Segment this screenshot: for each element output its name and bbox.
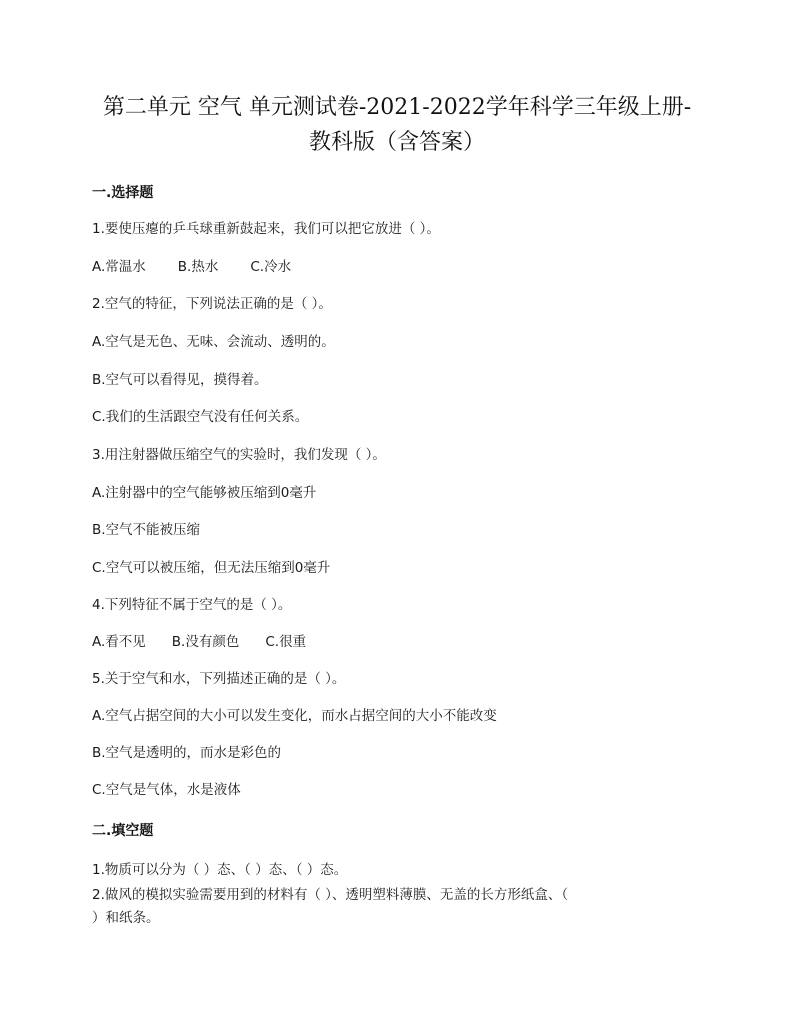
- question-1-option-a: A.常温水: [92, 259, 146, 275]
- fill-question-2-line-1: 2.做风的模拟实验需要用到的材料有（ ）、透明塑料薄膜、无盖的长方形纸盒、（: [92, 887, 569, 903]
- question-2-option-c: C.我们的生活跟空气没有任何关系。: [92, 409, 309, 425]
- question-4-option-a: A.看不见: [92, 634, 146, 650]
- page-title-line-2: 教科版（含答案）: [308, 130, 485, 155]
- question-2-option-b: B.空气可以看得见，摸得着。: [92, 372, 268, 388]
- question-2-option-a: A.空气是无色、无味、会流动、透明的。: [92, 334, 335, 350]
- question-3-option-a: A.注射器中的空气能够被压缩到0毫升: [92, 485, 317, 501]
- question-5-stem: 5.关于空气和水，下列描述正确的是（ ）。: [92, 671, 346, 687]
- question-4-option-c: C.很重: [265, 634, 307, 650]
- question-1-stem: 1.要使压瘪的乒乓球重新鼓起来，我们可以把它放进（ ）。: [92, 221, 440, 237]
- question-5-option-a: A.空气占据空间的大小可以发生变化，而水占据空间的大小不能改变: [92, 708, 497, 724]
- section-heading-fill: 二.填空题: [92, 823, 154, 839]
- question-4-options: [92, 632, 306, 652]
- question-1-option-c: C.冷水: [250, 259, 292, 275]
- question-2-stem: 2.空气的特征，下列说法正确的是（ ）。: [92, 296, 332, 312]
- section-heading-choice: 一.选择题: [92, 185, 154, 201]
- question-1-option-b: B.热水: [177, 259, 219, 275]
- fill-question-1: 1.物质可以分为（ ）态、（ ）态、（ ）态。: [92, 862, 348, 878]
- question-5-option-c: C.空气是气体，水是液体: [92, 782, 241, 798]
- question-3-option-c: C.空气可以被压缩，但无法压缩到0毫升: [92, 560, 331, 576]
- page-title-line-1: 第二单元 空气 单元测试卷-2021-2022学年科学三年级上册-: [102, 95, 692, 120]
- question-4-stem: 4.下列特征不属于空气的是（ ）。: [92, 597, 292, 613]
- question-3-stem: 3.用注射器做压缩空气的实验时，我们发现（ ）。: [92, 447, 386, 463]
- fill-question-2-line-2: ）和纸条。: [92, 910, 160, 926]
- question-4-option-b: B.没有颜色: [171, 634, 240, 650]
- question-1-options: [92, 257, 291, 277]
- question-5-option-b: B.空气是透明的，而水是彩色的: [92, 745, 282, 761]
- question-3-option-b: B.空气不能被压缩: [92, 522, 201, 538]
